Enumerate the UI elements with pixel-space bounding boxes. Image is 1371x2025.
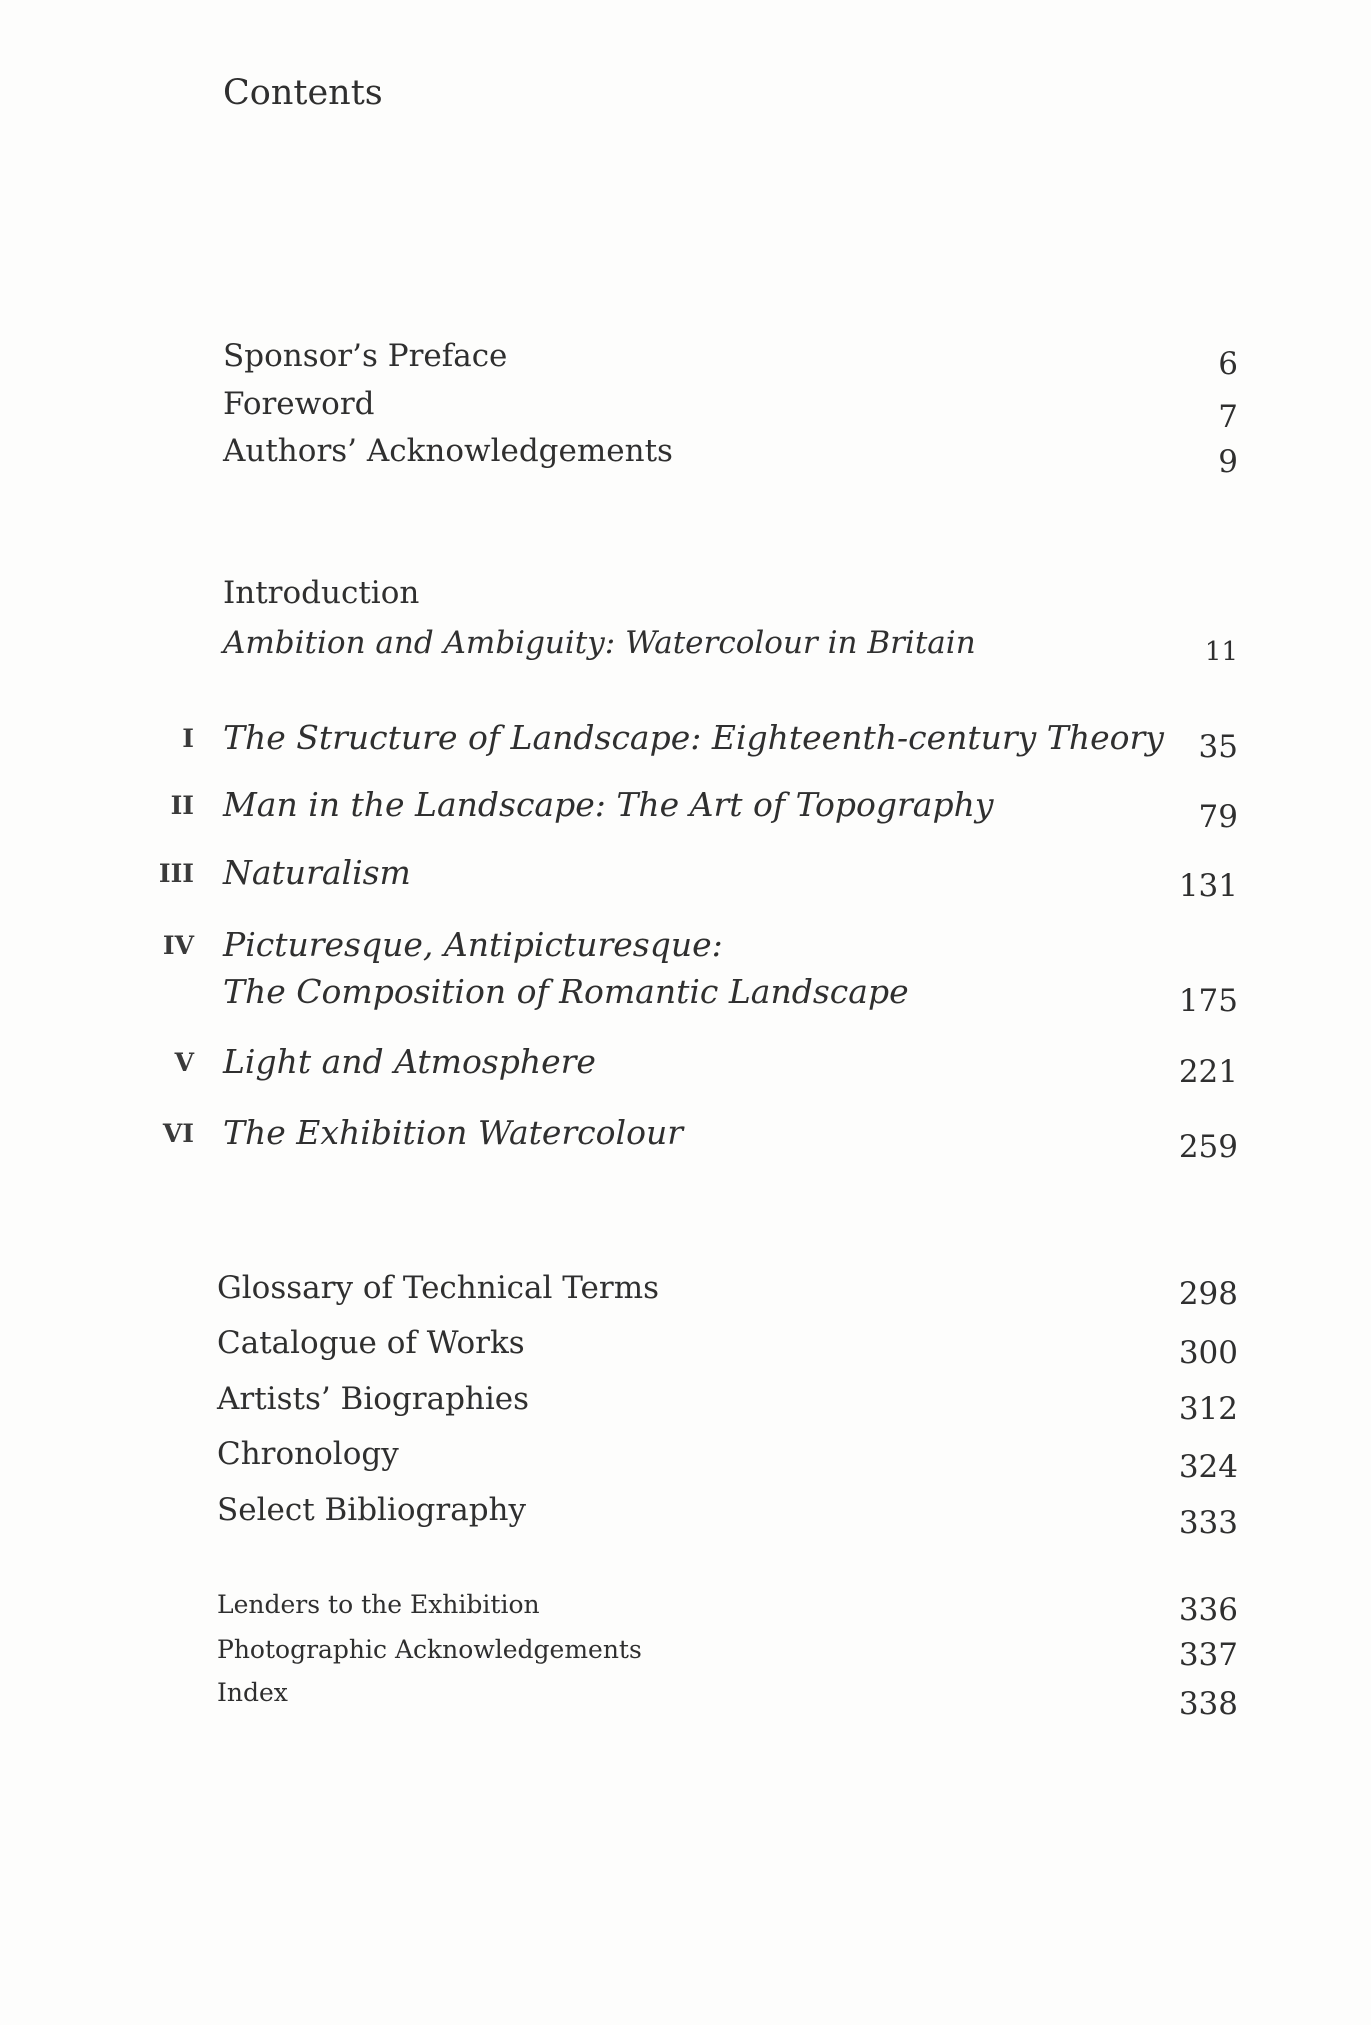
chapter-numeral: V — [174, 1048, 194, 1077]
toc-entry-title: Authors’ Acknowledgements — [223, 433, 673, 469]
toc-entry-title: Sponsor’s Preface — [223, 338, 508, 374]
chapter-numeral: II — [170, 791, 194, 820]
toc-entry-page: 300 — [1178, 1335, 1238, 1371]
chapter-page: 221 — [1178, 1054, 1238, 1090]
chapter-title: Man in the Landscape: The Art of Topography — [223, 785, 994, 824]
toc-entry-page: 324 — [1178, 1449, 1238, 1485]
chapter-title: The Structure of Landscape: Eighteenth-century Theory — [223, 718, 1164, 757]
chapter-numeral: III — [158, 859, 194, 888]
chapter-page: 131 — [1178, 868, 1238, 904]
chapter-numeral: VI — [162, 1119, 194, 1148]
toc-entry-page: 11 — [1204, 637, 1238, 667]
toc-entry-page: 337 — [1178, 1637, 1238, 1673]
toc-entry-page: 298 — [1178, 1276, 1238, 1312]
toc-entry-title: Select Bibliography — [217, 1492, 527, 1528]
chapter-numeral: IV — [162, 931, 194, 960]
chapter-page: 35 — [1198, 729, 1238, 765]
toc-entry-page: 312 — [1178, 1391, 1238, 1427]
toc-entry-title: Chronology — [217, 1436, 399, 1472]
chapter-page: 175 — [1178, 983, 1238, 1019]
contents-heading: Contents — [223, 73, 383, 113]
toc-entry-page: 7 — [1218, 399, 1238, 435]
chapter-title: Naturalism — [223, 853, 411, 892]
chapter-title: The Exhibition Watercolour — [223, 1113, 683, 1152]
toc-entry-title: Catalogue of Works — [217, 1325, 525, 1361]
toc-entry-title: Foreword — [223, 386, 375, 422]
chapter-page: 259 — [1178, 1129, 1238, 1165]
introduction-title: Introduction — [223, 575, 420, 611]
chapter-title-line2: The Composition of Romantic Landscape — [223, 972, 909, 1011]
chapter-page: 79 — [1198, 799, 1238, 835]
toc-entry-title: Photographic Acknowledgements — [217, 1635, 642, 1664]
toc-entry-page: 336 — [1178, 1592, 1238, 1628]
toc-entry-title: Artists’ Biographies — [217, 1381, 530, 1417]
chapter-numeral: I — [182, 724, 194, 753]
chapter-title: Picturesque, Antipicturesque: — [223, 925, 723, 964]
toc-entry-page: 338 — [1178, 1686, 1238, 1722]
toc-entry-page: 9 — [1218, 444, 1238, 480]
chapter-title: Light and Atmosphere — [223, 1042, 596, 1081]
toc-entry-title: Index — [217, 1678, 288, 1707]
toc-entry-title: Lenders to the Exhibition — [217, 1590, 540, 1619]
toc-entry-page: 6 — [1218, 346, 1238, 382]
toc-entry-title: Glossary of Technical Terms — [217, 1270, 659, 1306]
introduction-subtitle: Ambition and Ambiguity: Watercolour in Britain — [223, 625, 976, 661]
toc-entry-page: 333 — [1178, 1505, 1238, 1541]
